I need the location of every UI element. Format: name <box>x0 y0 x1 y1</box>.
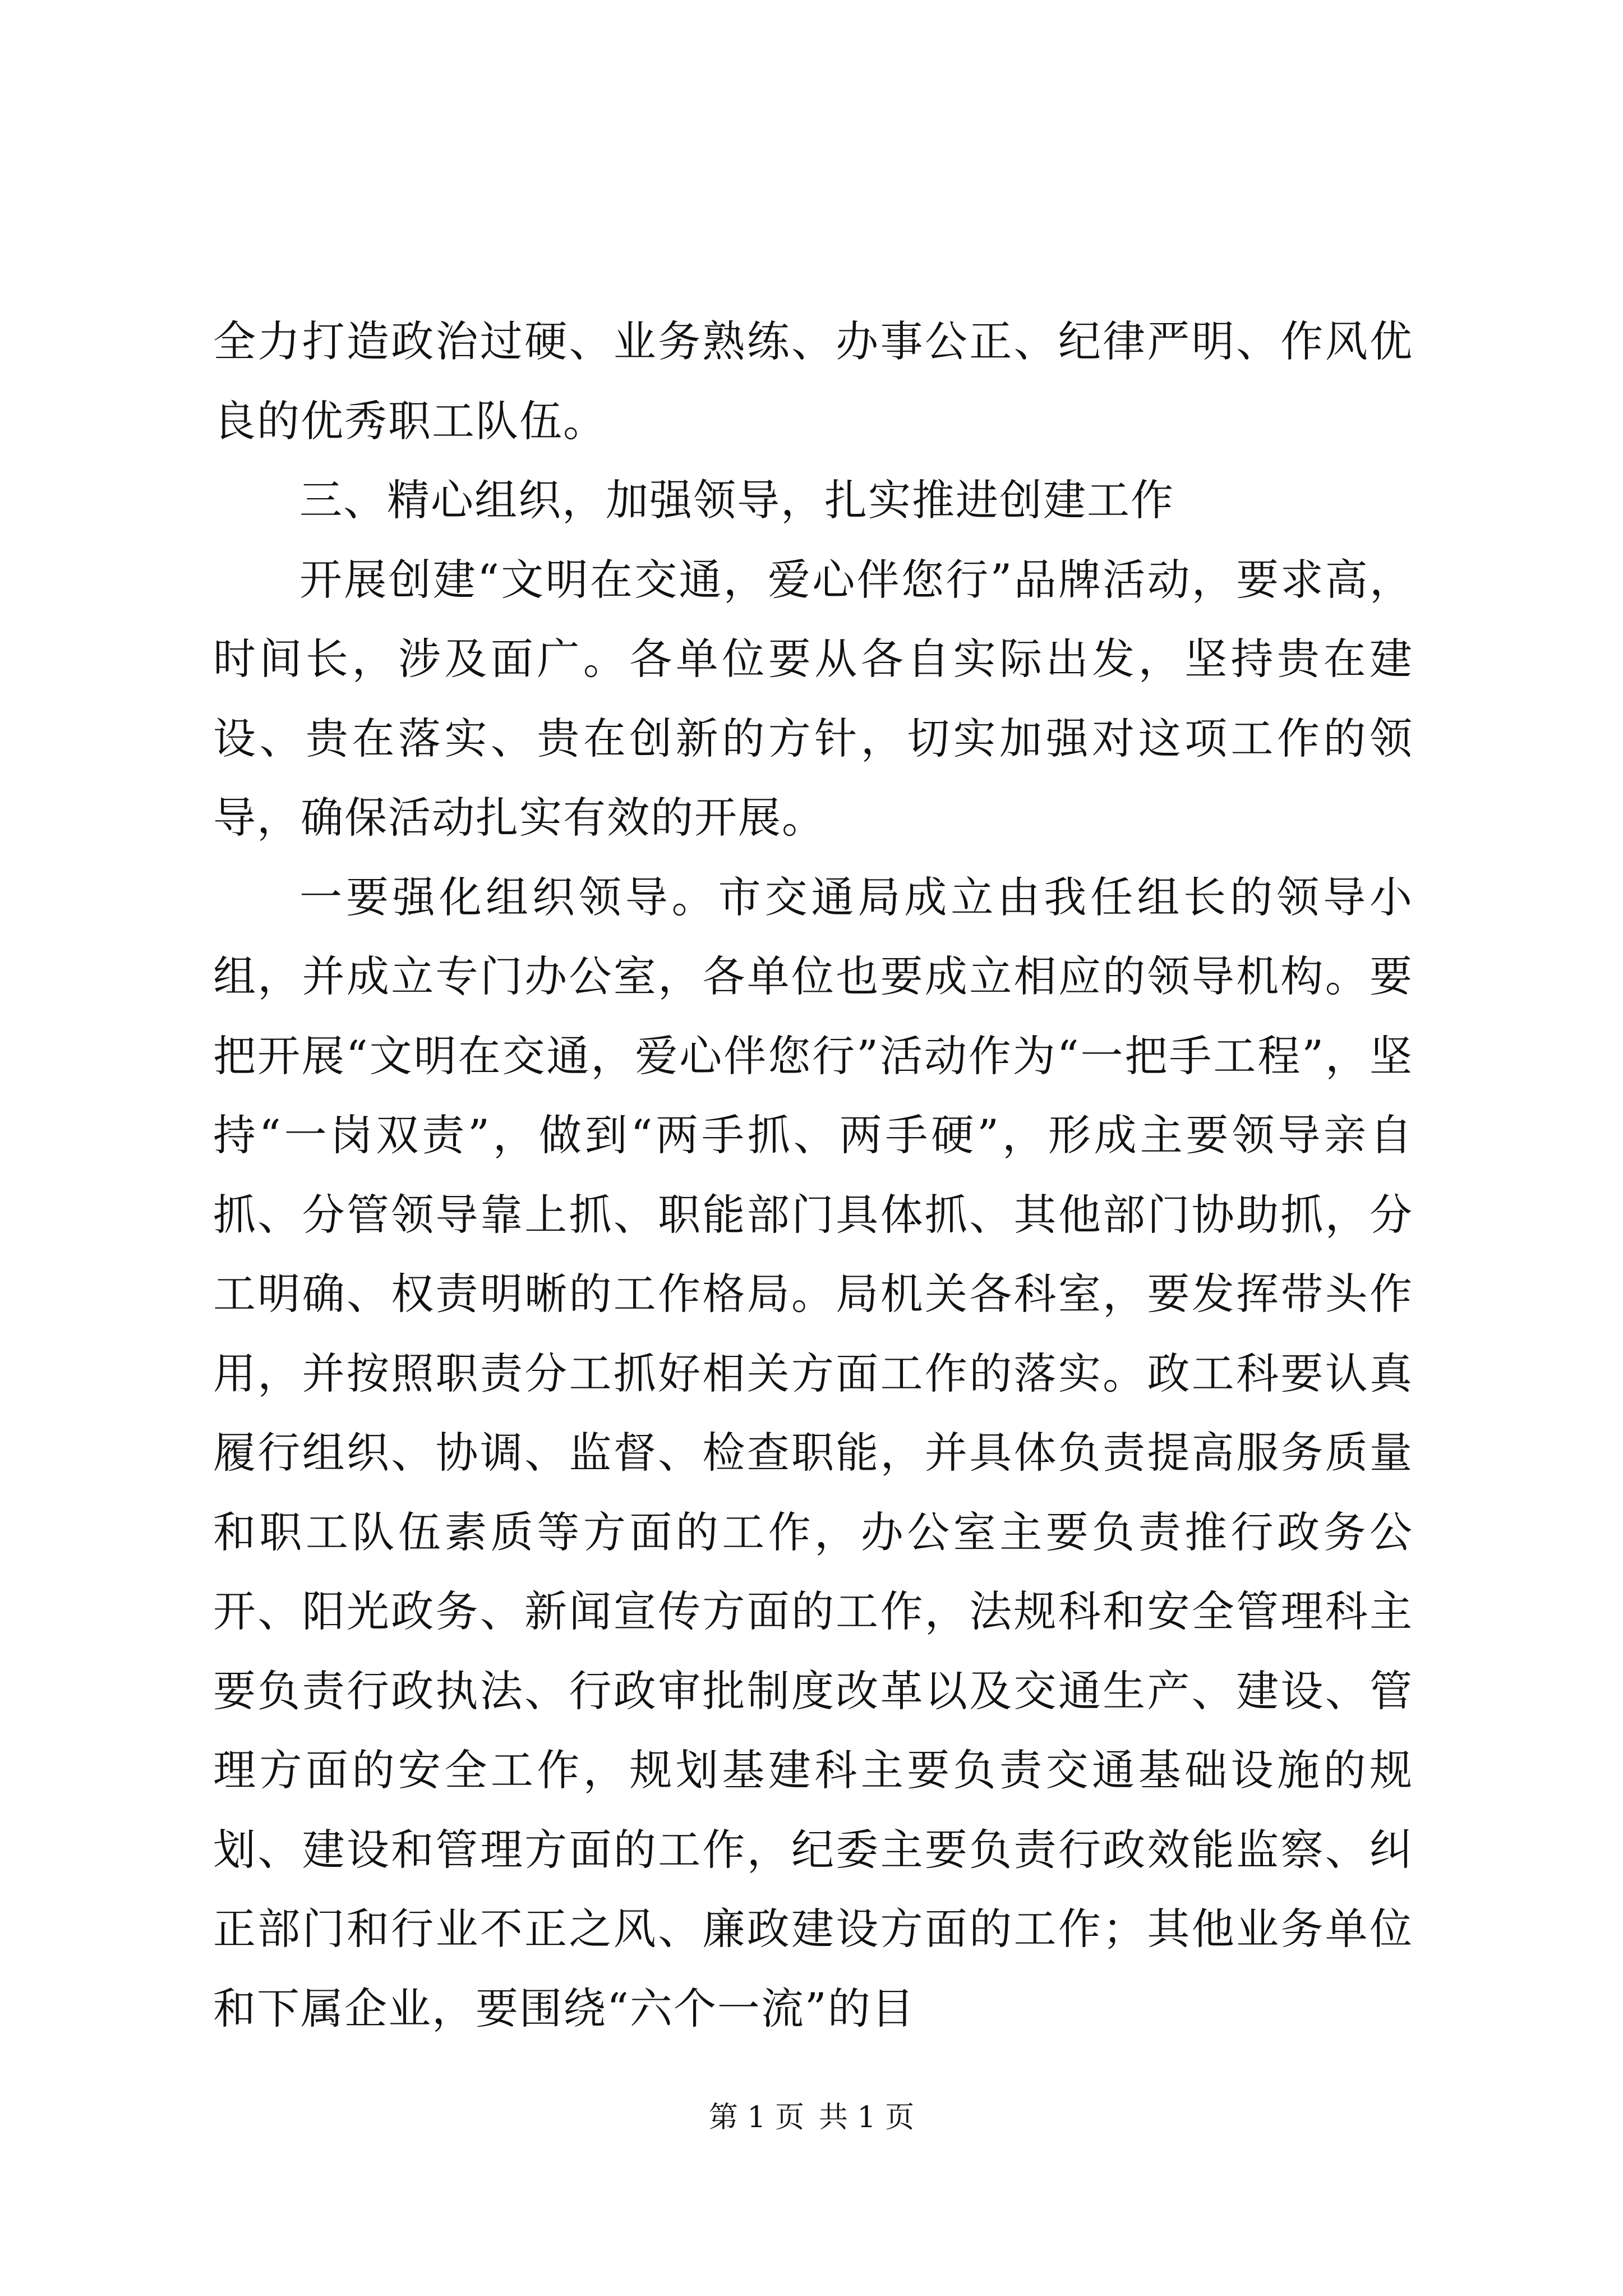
page-footer <box>0 2098 1623 2137</box>
document-body <box>213 302 1413 2048</box>
section-heading-3: 三、精心组织，加强领导，扎实推进创建工作 <box>299 475 1174 525</box>
paragraph-4: 一要强化组织领导。市交通局成立由我任组长的领导小组，并成立专门办公室，各单位也要成立相应的领导机构。要把开展“文明在交通，爱心伴您行”活动作为“一把手工程”，坚持“一岗双责”，做到“两手抓、两手硬”，形成主要领导亲自抓、分管领导靠上抓、职能部门具体抓、其他部门协助抓，分工明确、权责明晰的工作格局。局机关各科室，要发挥带头作用，并按照职责分工抓好相关方面工作的落实。政工科要认真履行组织、协调、监督、检查职能，并具体负责提高服务质量和职工队伍素质等方面的工作，办公室主要负责推行政务公开、阳光政务、新闻宣传方面的工作，法规科和安全管理科主要负责行政执法、行政审批制度改革以及交通生产、建设、管理方面的安全工作，规划基建科主要负责交通基础设施的规划、建设和管理方面的工作，纪委主要负责行政效能监察、纠正部门和行业不正之风、廉政建设方面的工作；其他业务单位和下属企业，要围绕“六个一流”的目 <box>213 872 1413 2033</box>
paragraph-3: 开展创建“文明在交通，爱心伴您行”品牌活动，要求高，时间长，涉及面广。各单位要从各自实际出发，坚持贵在建设、贵在落实、贵在创新的方针，切实加强对这项工作的领导，确保活动扎实有效的开展。 <box>213 554 1413 843</box>
paragraph-1: 全力打造政治过硬、业务熟练、办事公正、纪律严明、作风优良的优秀职工队伍。 <box>213 316 1413 446</box>
page-number: 第 1 页 <box>708 2101 804 2134</box>
page-total: 共 1 页 <box>819 2101 915 2134</box>
